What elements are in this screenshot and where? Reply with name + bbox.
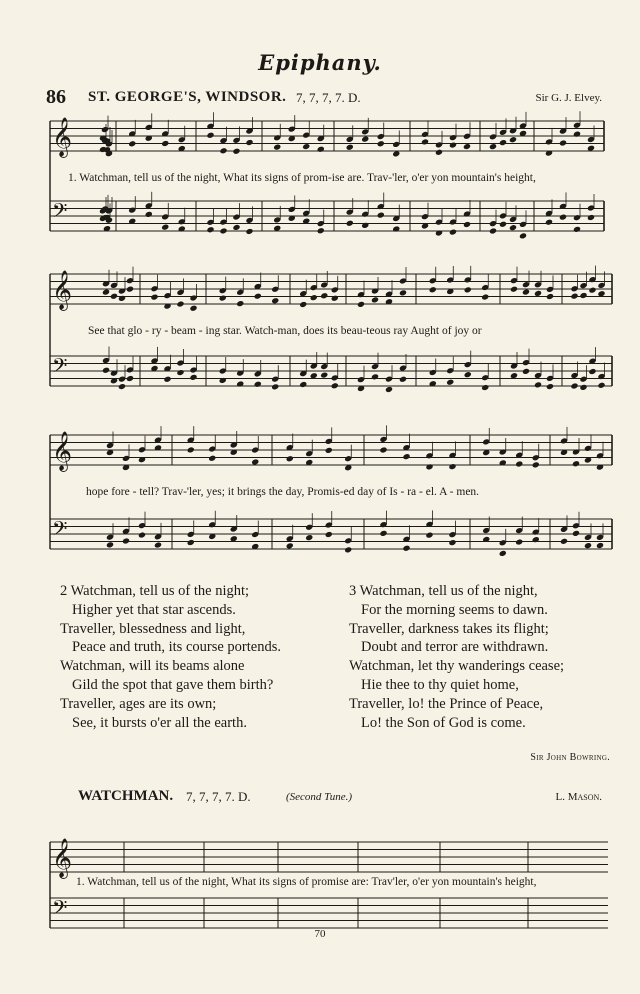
note-head: [126, 375, 134, 382]
note-head: [271, 297, 279, 304]
note-head: [421, 138, 429, 145]
note-head: [584, 542, 592, 549]
lyric-line-3: hope fore - tell? Trav-'ler, yes; it brings the day, Promis-ed day of Is - ra - el. A - men.: [86, 486, 480, 498]
note-head: [299, 381, 307, 388]
verse-3-line: Traveller, darkness takes its flight;: [349, 620, 549, 637]
note-head: [377, 140, 385, 147]
note-head: [435, 229, 443, 236]
note-head: [519, 232, 527, 239]
note-head: [573, 226, 581, 233]
note-head: [310, 294, 318, 301]
verse-2-line: Gild the spot that gave them birth?: [72, 676, 274, 693]
note-head: [176, 301, 184, 308]
note-head: [331, 382, 339, 389]
note-head: [402, 453, 410, 460]
verse-2-line: Peace and truth, its course portends.: [72, 639, 281, 656]
note-head: [187, 539, 195, 546]
treble-clef-icon: 𝄞: [52, 270, 73, 310]
note-head: [305, 534, 313, 541]
note-head: [317, 227, 325, 234]
note-head: [320, 292, 328, 299]
note-head: [572, 460, 580, 467]
note-head: [509, 224, 517, 231]
note-head: [219, 147, 227, 154]
note-head: [379, 446, 387, 453]
note-head: [546, 383, 554, 390]
note-head: [532, 461, 540, 468]
verse-2-line: Higher yet that star ascends.: [72, 601, 236, 618]
note-head: [588, 368, 596, 375]
note-head: [597, 382, 605, 389]
note-head: [189, 374, 197, 381]
note-head: [425, 463, 433, 470]
note-head: [559, 140, 567, 147]
bass-clef-icon: 𝄢: [52, 199, 68, 227]
note-head: [232, 148, 240, 155]
note-head: [579, 292, 587, 299]
note-head: [399, 376, 407, 383]
lyric-line-1: 1. Watchman, tell us of the night, What its signs of prom-ise are. Trav-'ler, o'er yon mountain's height,: [68, 172, 536, 184]
note-head: [138, 532, 146, 539]
verse-3-line: Lo! the Son of God is come.: [361, 714, 526, 731]
note-head: [573, 131, 581, 138]
verse-2-line: 2 Watchman, tell us of the night;: [60, 583, 250, 599]
note-head: [325, 447, 333, 454]
note-head: [371, 296, 379, 303]
note-head: [254, 381, 262, 388]
note-head: [189, 305, 197, 312]
note-head: [325, 531, 333, 538]
note-head: [273, 144, 281, 151]
note-head: [463, 221, 471, 228]
note-head: [425, 532, 433, 539]
verse-3: [349, 582, 564, 732]
note-head: [534, 381, 542, 388]
note-head: [515, 460, 523, 467]
hymn-author: Sir John Bowring.: [530, 752, 610, 763]
tune-name: ST. GEORGE'S, WINDSOR.: [88, 89, 287, 105]
bass-clef-icon: 𝄢: [52, 517, 68, 545]
verse-2-line: See, it bursts o'er all the earth.: [72, 714, 247, 731]
note-head: [236, 381, 244, 388]
note-head: [128, 140, 136, 147]
note-head: [560, 538, 568, 545]
note-head: [509, 136, 517, 143]
verse-2: [60, 582, 281, 732]
note-head: [161, 224, 169, 231]
note-head: [254, 293, 262, 300]
note-head: [399, 289, 407, 296]
note-head: [161, 140, 169, 147]
note-head: [344, 546, 352, 553]
note-head: [510, 286, 518, 293]
note-head: [118, 383, 126, 390]
verse-2-line: Traveller, ages are its own;: [60, 695, 217, 712]
note-head: [102, 289, 110, 296]
note-head: [361, 222, 369, 229]
note-head: [515, 539, 523, 546]
note-head: [219, 377, 227, 384]
note-head: [570, 293, 578, 300]
note-head: [154, 542, 162, 549]
note-head: [286, 542, 294, 549]
note-head: [126, 286, 134, 293]
verse-3-line: Hie thee to thy quiet home,: [361, 676, 519, 693]
note-head: [499, 550, 507, 557]
note-head: [572, 530, 580, 537]
note-head: [481, 294, 489, 301]
second-tune-composer: L. Mason.: [555, 791, 602, 803]
note-head: [499, 139, 507, 146]
note-head: [331, 295, 339, 302]
verse-3-line: For the morning seems to dawn.: [361, 601, 548, 618]
verse-3-line: Doubt and terror are withdrawn.: [361, 639, 549, 656]
note-head: [546, 293, 554, 300]
note-head: [379, 530, 387, 537]
note-head: [150, 294, 158, 301]
note-head: [236, 300, 244, 307]
note-head: [588, 287, 596, 294]
note-head: [302, 143, 310, 150]
lyric-line-2: See that glo - ry - beam - ing star. Watch-man, does its beau-teous ray Aught of joy or: [88, 325, 482, 337]
note-head: [206, 132, 214, 139]
note-head: [596, 542, 604, 549]
note-head: [449, 229, 457, 236]
note-head: [357, 301, 365, 308]
note-head: [448, 463, 456, 470]
note-head: [245, 228, 253, 235]
note-head: [106, 541, 114, 548]
verse-3-line: Traveller, lo! the Prince of Peace,: [349, 695, 544, 712]
note-head: [545, 219, 553, 226]
note-head: [122, 537, 130, 544]
note-head: [429, 286, 437, 293]
note-head: [219, 227, 227, 234]
page-number: 70: [314, 928, 326, 940]
note-head: [232, 224, 240, 231]
note-head: [464, 286, 472, 293]
meter: 7, 7, 7, 7. D.: [296, 90, 361, 105]
note-head: [361, 136, 369, 143]
note-head: [118, 295, 126, 302]
note-head: [219, 295, 227, 302]
note-head: [489, 228, 497, 235]
note-head: [402, 545, 410, 552]
second-tune-lyric: 1. Watchman, tell us of the night, What its signs of promise are: Trav'ler, o'er yon mountain's height,: [76, 876, 537, 888]
hymn-number: 86: [46, 86, 66, 108]
note-head: [464, 371, 472, 378]
verse-2-line: Traveller, blessedness and light,: [60, 620, 246, 637]
note-head: [346, 144, 354, 151]
note-head: [522, 289, 530, 296]
note-head: [163, 376, 171, 383]
note-head: [206, 226, 214, 233]
note-head: [587, 214, 595, 221]
note-head: [534, 290, 542, 297]
note-head: [446, 379, 454, 386]
note-head: [110, 293, 118, 300]
note-head: [371, 373, 379, 380]
note-head: [570, 383, 578, 390]
note-head: [449, 142, 457, 149]
note-head: [385, 386, 393, 393]
note-head: [271, 383, 279, 390]
note-head: [286, 455, 294, 462]
note-head: [245, 139, 253, 146]
note-head: [176, 369, 184, 376]
note-head: [346, 220, 354, 227]
note-head: [559, 214, 567, 221]
note-head: [317, 146, 325, 153]
note-head: [522, 368, 530, 375]
note-head: [448, 539, 456, 546]
second-tune-note: (Second Tune.): [286, 791, 352, 803]
note-head: [320, 372, 328, 379]
note-head: [481, 384, 489, 391]
note-head: [463, 143, 471, 150]
bass-clef-icon: 𝄢: [52, 354, 68, 382]
note-head: [251, 458, 259, 465]
note-head: [102, 367, 110, 374]
note-head: [489, 143, 497, 150]
verse-2-line: Watchman, will its beams alone: [60, 658, 245, 675]
bass-clef-icon: 𝄢: [52, 896, 68, 924]
verse-3-line: 3 Watchman, tell us of the night,: [349, 583, 538, 599]
note-head: [579, 384, 587, 391]
treble-clef-icon: 𝄞: [52, 431, 73, 471]
note-head: [532, 536, 540, 543]
note-head: [377, 212, 385, 219]
treble-clef-icon: 𝄞: [52, 117, 73, 157]
second-tune-meter: 7, 7, 7, 7. D.: [186, 789, 251, 804]
treble-clef-icon: 𝄞: [52, 838, 73, 878]
note-head: [208, 455, 216, 462]
note-head: [435, 149, 443, 156]
note-head: [145, 211, 153, 218]
second-tune-name: WATCHMAN.: [78, 788, 174, 804]
note-head: [499, 221, 507, 228]
note-head: [187, 446, 195, 453]
note-head: [299, 301, 307, 308]
verse-3-line: Watchman, let thy wanderings cease;: [349, 658, 565, 675]
section-title: Epiphany.: [258, 50, 382, 75]
composer: Sir G. J. Elvey.: [535, 92, 602, 104]
